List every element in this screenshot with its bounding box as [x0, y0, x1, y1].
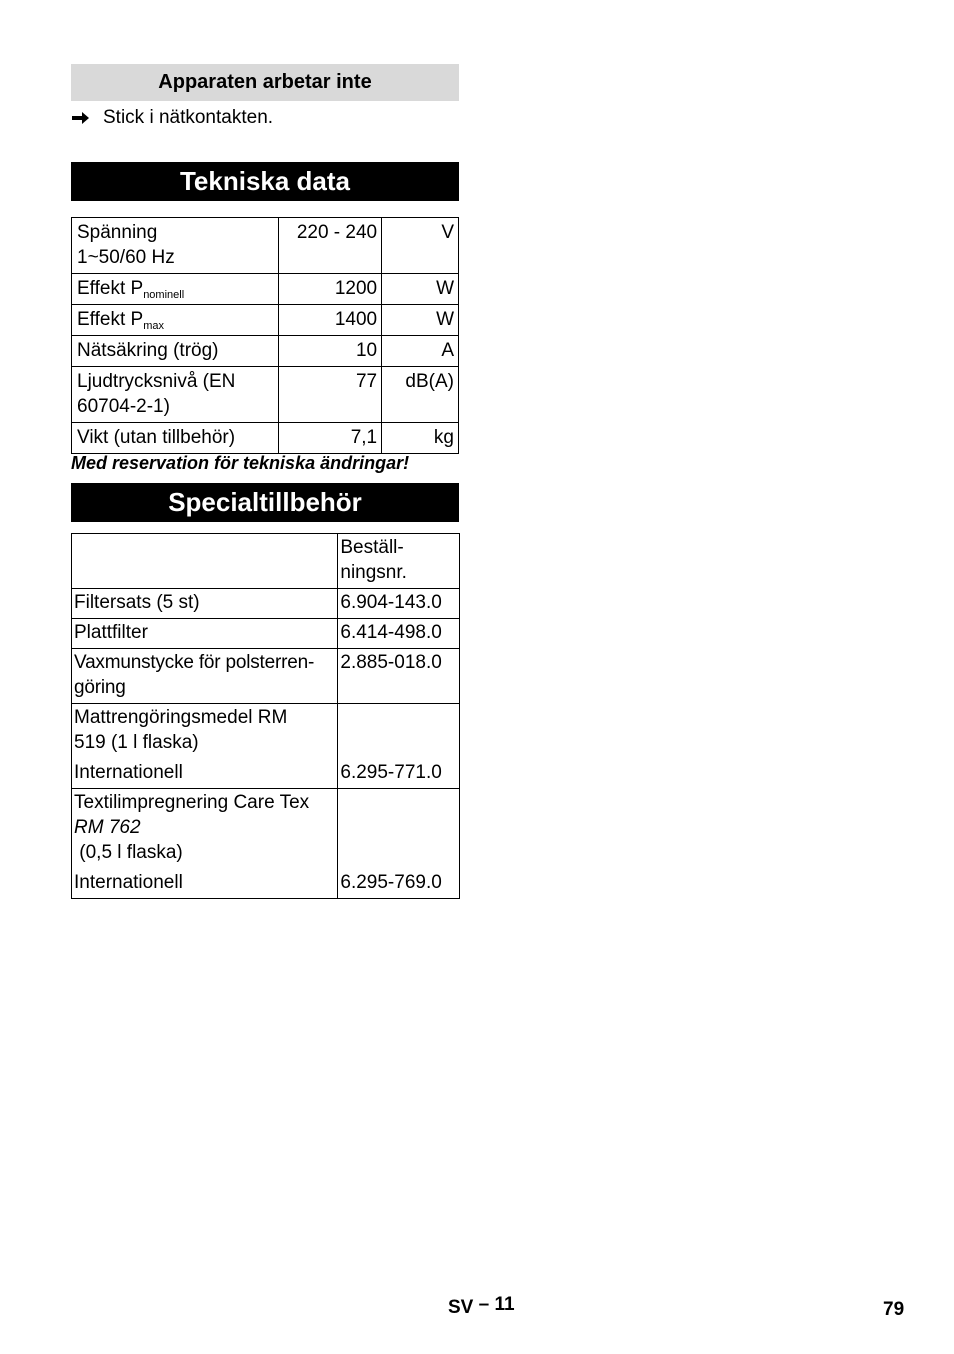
accessories-table — [71, 533, 460, 899]
technical-changes-note: Med reservation för tekniska ändringar! — [71, 453, 410, 473]
spec-unit: A — [382, 336, 459, 367]
spec-unit: dB(A) — [382, 367, 459, 423]
accessory-part-number: 6.904-143.0 — [338, 589, 460, 619]
spec-label: Ljudtrycksnivå (EN 60704-2-1) — [72, 367, 279, 423]
technical-data-table — [71, 217, 459, 454]
spec-value: 220 - 240 — [279, 218, 382, 274]
accessory-part-number: 6.295-769.0 — [338, 789, 460, 899]
table-row — [72, 649, 460, 704]
section-page-label: SV – 11 — [448, 1294, 515, 1318]
header-empty-cell — [72, 534, 338, 589]
spec-value: 77 — [279, 367, 382, 423]
accessory-name: Mattrengöringsmedel RM 519 (1 l flaska) Internationell — [72, 704, 338, 789]
accessory-part-number: 2.885-018.0 — [338, 649, 460, 704]
spec-unit: kg — [382, 423, 459, 454]
spec-value: 1400 — [279, 305, 382, 336]
table-row — [72, 305, 459, 336]
table-header-row — [72, 534, 460, 589]
table-row — [72, 789, 460, 899]
order-number-header: Beställ- ningsnr. — [338, 534, 460, 589]
spec-label: Nätsäkring (trög) — [72, 336, 279, 367]
arrow-right-icon — [72, 111, 90, 125]
remedy-item — [72, 106, 273, 130]
accessory-name: Plattfilter — [72, 619, 338, 649]
remedy-text: Stick i nätkontakten. — [103, 107, 274, 128]
spec-label: Effekt $P_{nominell}$ — [72, 274, 279, 305]
table-row — [72, 589, 460, 619]
spec-label: Effekt $P_{max}$ — [72, 305, 279, 336]
technical-data-heading: Tekniska data — [71, 162, 459, 201]
troubleshooting-heading: Apparaten arbetar inte — [71, 64, 459, 101]
accessory-name: Textilimpregnering Care Tex RM 762 (0,5 l flaska) Internationell — [72, 789, 338, 899]
page-number: 79 — [883, 1299, 905, 1320]
spec-unit: V — [382, 218, 459, 274]
accessory-name: Filtersats (5 st) — [72, 589, 338, 619]
spec-unit: W — [382, 274, 459, 305]
spec-unit: W — [382, 305, 459, 336]
accessory-part-number: 6.414-498.0 — [338, 619, 460, 649]
accessories-heading: Specialtillbehör — [71, 483, 459, 522]
spec-label: Vikt (utan tillbehör) — [72, 423, 279, 454]
accessory-part-number: 6.295-771.0 — [338, 704, 460, 789]
table-row — [72, 367, 459, 423]
table-row — [72, 704, 460, 789]
accessory-name: Vaxmunstycke för polsterren- göring — [72, 649, 338, 704]
spec-value: 10 — [279, 336, 382, 367]
table-row — [72, 218, 459, 274]
spec-value: 7,1 — [279, 423, 382, 454]
table-row — [72, 423, 459, 454]
table-row — [72, 274, 459, 305]
table-row — [72, 619, 460, 649]
table-row — [72, 336, 459, 367]
spec-value: 1200 — [279, 274, 382, 305]
spec-label: Spänning 1~50/60 Hz — [72, 218, 279, 274]
